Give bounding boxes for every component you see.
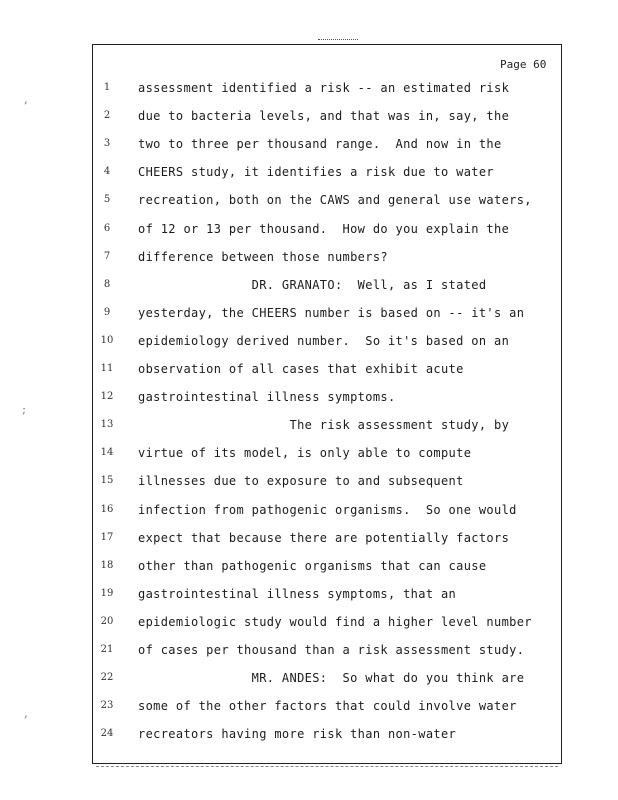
line-text: MR. ANDES: So what do you think are bbox=[138, 671, 525, 686]
line-number: 1 bbox=[103, 82, 111, 93]
transcript-line bbox=[0, 302, 560, 324]
line-number: 22 bbox=[100, 672, 114, 684]
margin-mark-top: , bbox=[24, 92, 28, 106]
line-text: recreators having more risk than non-water bbox=[138, 727, 457, 742]
transcript-line bbox=[0, 611, 560, 633]
transcript-line bbox=[0, 583, 560, 605]
transcript-line bbox=[0, 499, 560, 521]
transcript-line bbox=[0, 105, 560, 127]
line-number: 16 bbox=[100, 503, 114, 515]
line-text: virtue of its model, is only able to compute bbox=[138, 446, 472, 461]
transcript-line bbox=[0, 358, 560, 380]
top-edge-mark bbox=[318, 39, 358, 43]
line-text: yesterday, the CHEERS number is based on -- it's an bbox=[138, 305, 525, 320]
transcript-line bbox=[0, 274, 560, 296]
line-text: assessment identified a risk -- an estimated risk bbox=[138, 81, 510, 95]
line-number: 4 bbox=[103, 166, 111, 178]
line-number: 5 bbox=[103, 194, 111, 206]
line-number: 19 bbox=[100, 587, 114, 599]
line-text: observation of all cases that exhibit acute bbox=[138, 362, 464, 376]
transcript-line bbox=[0, 189, 560, 211]
transcript-line bbox=[0, 639, 560, 661]
page-number: Page 60 bbox=[500, 58, 547, 71]
transcript-line bbox=[0, 77, 560, 99]
line-number: 9 bbox=[103, 306, 111, 318]
line-number: 17 bbox=[100, 531, 114, 543]
line-text: illnesses due to exposure to and subsequent bbox=[138, 474, 464, 489]
line-text: of 12 or 13 per thousand. How do you explain the bbox=[138, 221, 510, 236]
line-number: 15 bbox=[100, 475, 114, 487]
transcript-line bbox=[0, 161, 560, 183]
line-number: 6 bbox=[103, 222, 111, 234]
transcript-line bbox=[0, 218, 560, 240]
transcript-line bbox=[0, 667, 560, 689]
line-number: 11 bbox=[100, 363, 114, 374]
line-number: 10 bbox=[100, 334, 114, 346]
bottom-edge-mark bbox=[96, 766, 558, 769]
line-number: 12 bbox=[100, 391, 114, 403]
line-text: some of the other factors that could involve water bbox=[138, 699, 517, 714]
transcript-line bbox=[0, 470, 560, 492]
line-text: gastrointestinal illness symptoms, that an bbox=[138, 586, 457, 601]
line-text: CHEERS study, it identifies a risk due to water bbox=[138, 165, 495, 180]
line-text: difference between those numbers? bbox=[138, 249, 388, 264]
transcript-line bbox=[0, 723, 560, 745]
line-text: of cases per thousand than a risk assessment study. bbox=[138, 643, 525, 657]
margin-mark-middle: ; bbox=[22, 402, 27, 416]
line-text: recreation, both on the CAWS and general use waters, bbox=[138, 193, 532, 208]
line-number: 13 bbox=[100, 419, 114, 431]
line-text: two to three per thousand range. And now in the bbox=[138, 137, 502, 152]
line-text: other than pathogenic organisms that can cause bbox=[138, 558, 487, 573]
line-text: epidemiology derived number. So it's based on an bbox=[138, 333, 510, 348]
transcript-line bbox=[0, 386, 560, 408]
transcript-line bbox=[0, 527, 560, 549]
line-text: infection from pathogenic organisms. So one would bbox=[138, 502, 517, 517]
transcript-line bbox=[0, 555, 560, 577]
transcript-line bbox=[0, 414, 560, 436]
line-number: 21 bbox=[100, 644, 114, 655]
transcript-line bbox=[0, 330, 560, 352]
line-number: 2 bbox=[103, 110, 111, 122]
transcript-line bbox=[0, 442, 560, 464]
transcript-line bbox=[0, 695, 560, 717]
line-text: gastrointestinal illness symptoms. bbox=[138, 390, 396, 405]
margin-mark-bottom: , bbox=[24, 706, 28, 720]
line-text: The risk assessment study, by bbox=[138, 418, 510, 433]
line-number: 14 bbox=[100, 447, 114, 459]
line-number: 8 bbox=[103, 278, 111, 290]
line-number: 18 bbox=[100, 559, 114, 571]
line-number: 3 bbox=[103, 138, 111, 150]
line-number: 20 bbox=[100, 615, 114, 627]
line-number: 24 bbox=[100, 728, 114, 740]
transcript-line bbox=[0, 133, 560, 155]
line-text: DR. GRANATO: Well, as I stated bbox=[138, 277, 487, 292]
line-text: expect that because there are potentially factors bbox=[138, 530, 510, 545]
line-text: due to bacteria levels, and that was in, say, the bbox=[138, 109, 510, 124]
line-text: epidemiologic study would find a higher level number bbox=[138, 614, 532, 629]
line-number: 23 bbox=[100, 700, 114, 712]
line-number: 7 bbox=[103, 250, 111, 262]
transcript-line bbox=[0, 246, 560, 268]
